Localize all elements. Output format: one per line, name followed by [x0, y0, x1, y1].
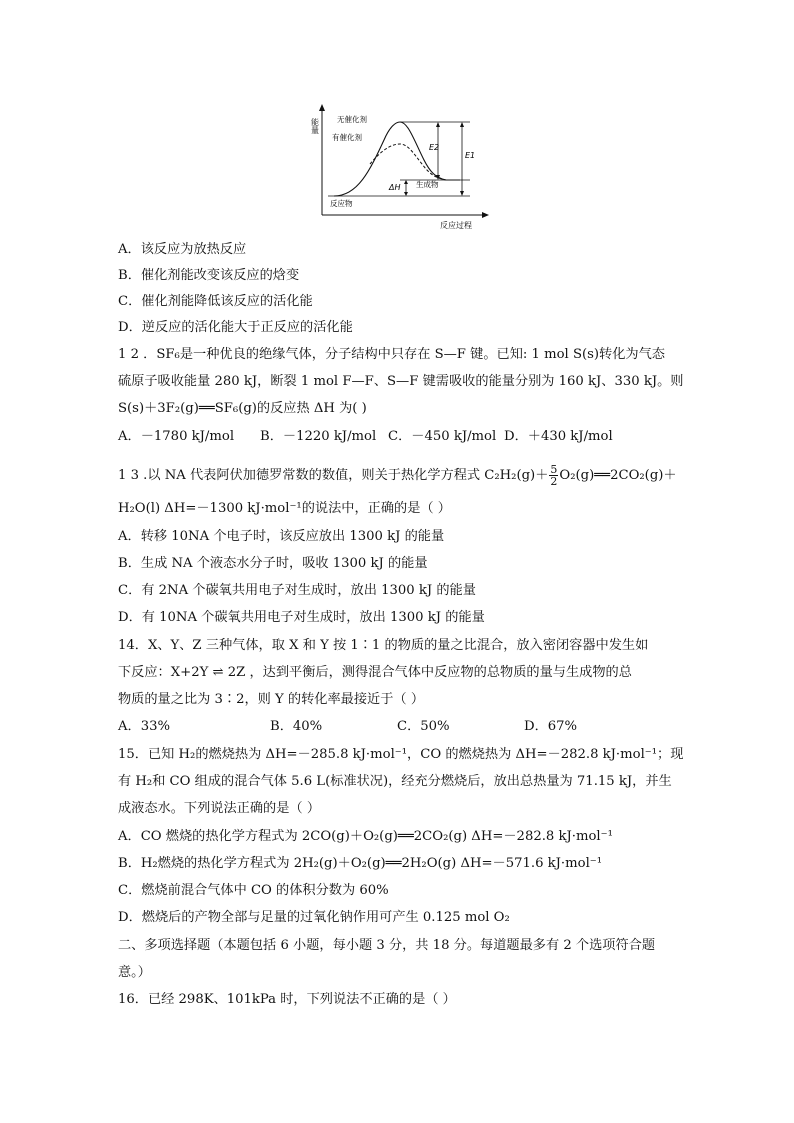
q14-options — [118, 717, 577, 737]
energy-diagram — [300, 100, 500, 235]
q12-option-a: A．－1780 kJ/mol — [118, 429, 235, 444]
q14-option-a: A．33% — [118, 719, 171, 734]
uncatalyzed-label: 无催化剂 — [337, 115, 367, 124]
q14-stem-line3: 物质的量之比为 3∶2，则 Y 的转化率最接近于（ ） — [118, 692, 425, 707]
q13-option-b: B．生成 NA 个液态水分子时，吸收 1300 kJ 的能量 — [118, 556, 428, 571]
q13-stem-post: O₂(g)══2CO₂(g)＋ — [559, 468, 677, 483]
q12-stem-line2: 硫原子吸收能量 280 kJ，断裂 1 mol F—F、S—F 键需吸收的能量分别为 160 kJ、330 kJ。则 — [118, 374, 684, 389]
q15-stem-line1: 15．已知 H₂的燃烧热为 ΔH=－285.8 kJ·mol⁻¹，CO 的燃烧热为 ΔH=－282.8 kJ·mol⁻¹；现 — [118, 747, 684, 762]
q14-option-d: D．67% — [524, 719, 578, 734]
q13-stem-line2: H₂O(l) ΔH=－1300 kJ·mol⁻¹的说法中，正确的是（ ） — [118, 501, 451, 516]
q11-option-a: A．该反应为放热反应 — [118, 242, 247, 257]
dh-label: ΔH — [389, 183, 401, 192]
product-label: 生成物 — [416, 180, 439, 189]
section2-heading-line2: 意。） — [118, 965, 151, 980]
q12-option-c: C．－450 kJ/mol — [388, 429, 497, 444]
e1-label: E1 — [465, 151, 476, 160]
q11-option-d: D．逆反应的活化能大于正反应的活化能 — [118, 320, 353, 335]
q11-option-c: C．催化剂能降低该反应的活化能 — [118, 294, 313, 309]
x-axis-arrow — [482, 212, 489, 218]
q12-option-b: B．－1220 kJ/mol — [260, 429, 377, 444]
q13-stem-pre: 1 3 .以 NA 代表阿伏加德罗常数的数值，则关于热化学方程式 C₂H₂(g)＋ — [118, 468, 549, 483]
q13-option-a: A．转移 10NA 个电子时，该反应放出 1300 kJ 的能量 — [118, 529, 445, 544]
x-axis-label: 反应过程 — [440, 221, 472, 230]
e2-label: E2 — [429, 143, 440, 152]
y-axis-label: 能量 — [310, 118, 320, 134]
y-axis-arrow — [319, 104, 325, 111]
section2-heading-line1: 二、多项选择题（本题包括 6 小题，每小题 3 分，共 18 分。每道题最多有 2 个选项符合题 — [118, 938, 656, 953]
q14-option-b: B．40% — [270, 719, 323, 734]
q13-fraction — [549, 464, 558, 487]
q15-option-d: D．燃烧后的产物全部与足量的过氧化钠作用可产生 0.125 mol O₂ — [118, 910, 510, 925]
q15-option-a: A．CO 燃烧的热化学方程式为 2CO(g)＋O₂(g)══2CO₂(g) ΔH=－282.8 kJ·mol⁻¹ — [118, 829, 613, 844]
q14-stem-line2: 下反应：X+2Y ⇌ 2Z ，达到平衡后，测得混合气体中反应物的总物质的量与生成物的总 — [118, 665, 632, 680]
q13-fraction-numerator: 5 — [550, 463, 558, 476]
q14-stem-line1: 14．X、Y、Z 三种气体，取 X 和 Y 按 1∶1 的物质的量之比混合，放入密闭容器中发生如 — [118, 638, 649, 653]
catalyzed-label: 有催化剂 — [332, 133, 362, 142]
q12-stem-line3: S(s)＋3F₂(g)══SF₆(g)的反应热 ΔH 为( ) — [118, 401, 367, 416]
q13-fraction-denominator: 2 — [550, 475, 558, 488]
reactant-label: 反应物 — [330, 199, 353, 208]
q16-stem-line1: 16．已经 298K、101kPa 时，下列说法不正确的是（ ） — [118, 992, 456, 1007]
q12-options — [118, 427, 613, 447]
q12-option-d: D．＋430 kJ/mol — [504, 429, 613, 444]
q13-option-c: C．有 2NA 个碳氧共用电子对生成时，放出 1300 kJ 的能量 — [118, 583, 476, 598]
q14-option-c: C．50% — [397, 719, 450, 734]
q15-stem-line2: 有 H₂和 CO 组成的混合气体 5.6 L(标准状况)，经充分燃烧后，放出总热量为 71.15 kJ，并生 — [118, 774, 672, 789]
q15-option-c: C．燃烧前混合气体中 CO 的体积分数为 60% — [118, 883, 389, 898]
q12-stem-line1: 1 2 ．SF₆是一种优良的绝缘气体，分子结构中只存在 S—F 键。已知: 1 mol S(s)转化为气态 — [118, 347, 665, 362]
q11-option-b: B．催化剂能改变该反应的焓变 — [118, 268, 300, 283]
q13-stem-line1 — [118, 463, 677, 489]
q15-option-b: B．H₂燃烧的热化学方程式为 2H₂(g)＋O₂(g)══2H₂O(g) ΔH=－571.6 kJ·mol⁻¹ — [118, 856, 603, 871]
q13-option-d: D．有 10NA 个碳氧共用电子对生成时，放出 1300 kJ 的能量 — [118, 610, 485, 625]
q15-stem-line3: 成液态水。下列说法正确的是（ ） — [118, 801, 321, 816]
